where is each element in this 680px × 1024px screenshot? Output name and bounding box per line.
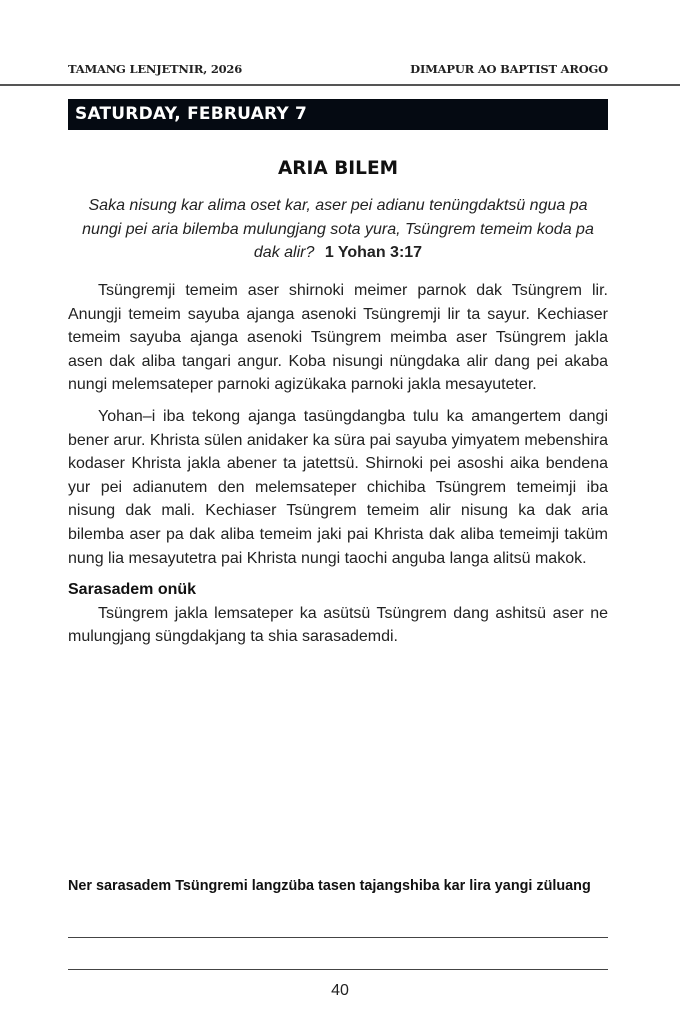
prayer-heading: Sarasadem onük [68,581,197,599]
day-banner: SATURDAY, FEBRUARY 7 [68,99,608,130]
key-verse [68,194,608,265]
paragraph: Yohan–i iba tekong ajanga tasüngdangba tulu ka amangertem dangi bener arur. Khrista sülen anidaker ka süra pai sayuba yimyatem mebenshira kodaser Khrista jakla abener ta jatettsü. Shirnoki pei asoshi aika bendena yur pei adianutem den melemsateper chichiba Tsüngrem temeimji iba nisung dak mali. Kechiaser Tsüngrem temeim alir nisung ka dak aria bilemba aser pa dak aliba temeim jaki pai Khrista dak aliba temeimji taküm nung lia mesayutetra pai Khrista nungi taochi anguba langa alitsü makok. [68,407,608,567]
writing-line[interactable] [68,969,608,970]
running-header [68,62,608,76]
devotional-body [68,279,608,657]
verse-reference: 1 Yohan 3:17 [324,244,423,261]
page-title: ARIA BILEM [277,158,399,179]
reflection-prompt: Ner sarasadem Tsüngremi langzüba tasen tajangshiba kar lira yangi züluang [68,878,591,894]
header-right-title: DIMAPUR AO BAPTIST AROGO [410,62,608,76]
writing-line[interactable] [68,937,608,938]
header-rule [0,84,680,86]
paragraph: Tsüngremji temeim aser shirnoki meimer parnok dak Tsüngrem lir. Anungji temeim sayuba ajanga asenoki Tsüngremji lir ta sayur. Kechiaser temeim sayuba ajanga asenoki Tsüngrem meimba aser Tsüngrem jakla asen dak aliba tangari angur. Koba nisungi nüngdaka alir dang pei akaba nungi melemsateper parnoki agizükaka parnoki jakla mesayuteter. [68,282,608,394]
header-left-title: TAMANG LENJETNIR, 2026 [68,62,243,76]
page-number: 40 [331,982,349,999]
prayer-text: Tsüngrem jakla lemsateper ka asütsü Tsüngrem dang ashitsü aser ne mulungjang süngdakjang ta shia sarasademdi. [68,604,608,646]
verse-text: Saka nisung kar alima oset kar, aser pei adianu tenüngdaktsü ngua pa nungi pei aria bilemba mulungjang sota yura, Tsüngrem temeim koda pa dak alir? [82,197,594,261]
